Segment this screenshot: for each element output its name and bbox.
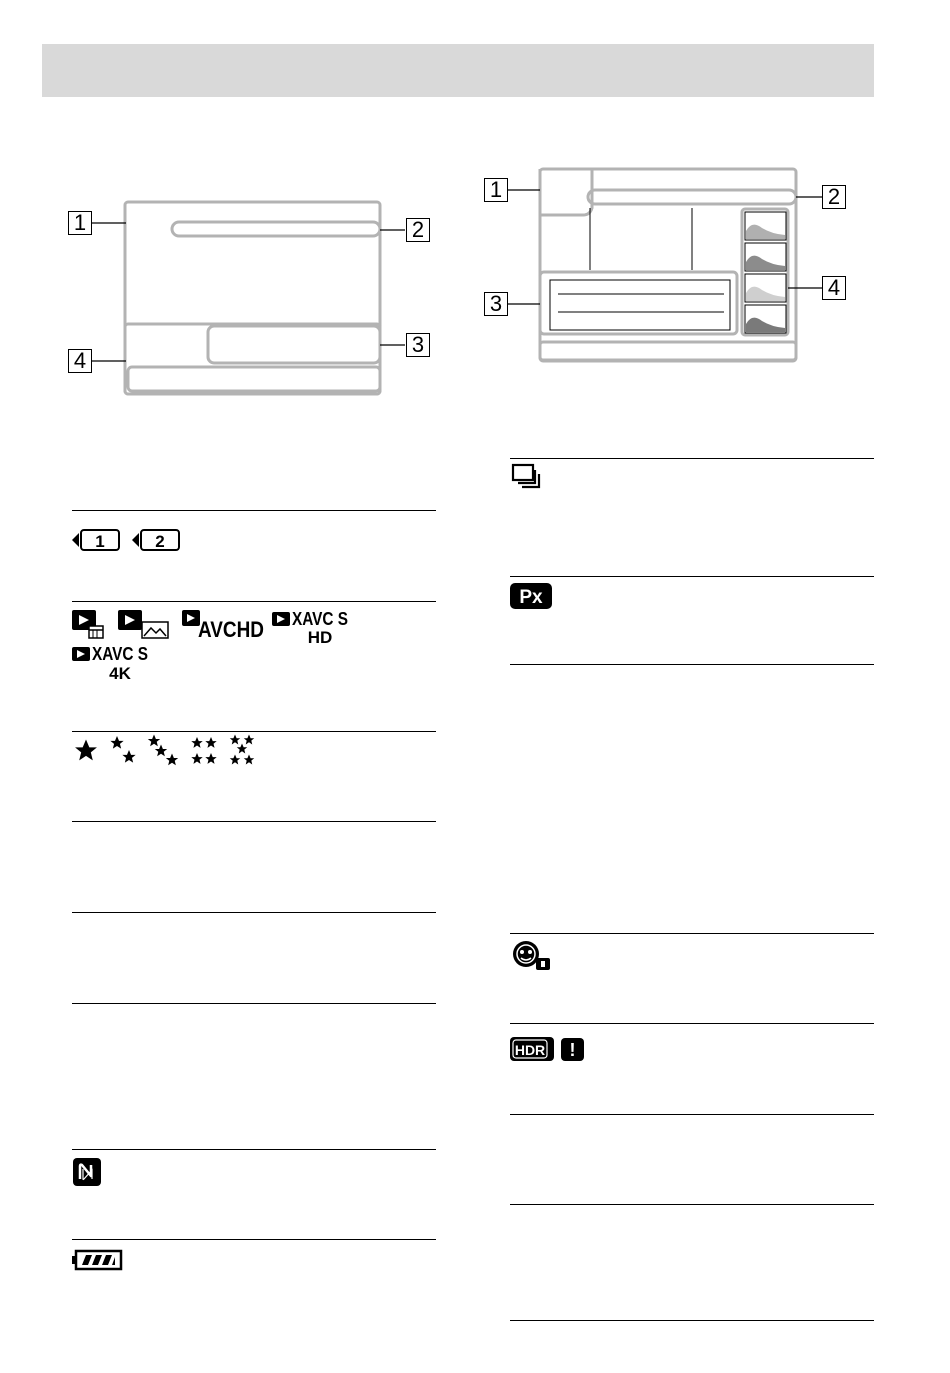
card-slot-2-icon [130, 527, 182, 553]
left-callout-3: 3 [406, 333, 430, 357]
rating-3-star-icon [148, 735, 178, 766]
left-screen-frame [60, 196, 440, 401]
rating-5-star-icon [230, 735, 254, 765]
right-screen-frame [480, 160, 860, 370]
left-rule-4 [72, 821, 436, 822]
xavcs-4k-label-line2: 4K [109, 664, 131, 683]
left-rule-1 [72, 510, 436, 511]
card-slot-1-icon [70, 527, 122, 553]
rating-4-star-icon [191, 737, 216, 764]
view-mode-xavcs-4k-icon [72, 643, 154, 683]
right-rule-6 [510, 1114, 874, 1115]
card-slot-2-label: 2 [155, 532, 165, 551]
right-rule-8 [510, 1320, 874, 1321]
left-callout-2: 2 [406, 218, 430, 242]
right-screen-diagram [480, 160, 860, 370]
right-rule-5 [510, 1023, 874, 1024]
rating-1-star-icon [75, 740, 97, 761]
left-rule-3 [72, 731, 436, 732]
right-callout-4: 4 [822, 276, 846, 300]
right-rule-4 [510, 933, 874, 934]
view-mode-still-icon [118, 610, 174, 640]
left-rule-7 [72, 1149, 436, 1150]
view-mode-avchd-icon [182, 608, 266, 640]
right-callout-1: 1 [484, 178, 508, 202]
face-detection-icon [510, 938, 552, 972]
right-rule-1 [510, 458, 874, 459]
xavcs-hd-label-line1: XAVC S [292, 609, 348, 629]
right-callout-3: 3 [484, 292, 508, 316]
group-display-icon [512, 464, 544, 490]
right-rule-3 [510, 664, 874, 665]
left-rule-6 [72, 1003, 436, 1004]
xavcs-4k-label-line1: XAVC S [92, 644, 148, 664]
left-callout-1: 1 [68, 211, 92, 235]
left-rule-5 [72, 912, 436, 913]
right-callout-2: 2 [822, 185, 846, 209]
view-mode-date-icon [72, 610, 108, 640]
nfc-icon [72, 1157, 102, 1187]
avchd-label: AVCHD [198, 617, 264, 642]
card-slot-1-label: 1 [95, 532, 105, 551]
left-rule-8 [72, 1239, 436, 1240]
right-rule-2 [510, 576, 874, 577]
battery-icon [72, 1248, 124, 1272]
hdr-icon [509, 1036, 557, 1066]
rating-2-star-icon [110, 736, 135, 763]
left-callout-4: 4 [68, 349, 92, 373]
px-label: Px [519, 587, 543, 608]
left-rule-2 [72, 601, 436, 602]
rating-stars-icons [72, 733, 272, 769]
hdr-label: HDR [514, 1042, 546, 1058]
hdr-warning-icon [560, 1037, 586, 1063]
left-screen-diagram [60, 196, 440, 401]
xavcs-hd-label-line2: HD [307, 628, 333, 647]
header-band [42, 44, 874, 97]
right-rule-7 [510, 1204, 874, 1205]
warning-label: ! [569, 1040, 576, 1060]
px-icon [510, 583, 554, 611]
view-mode-xavcs-hd-icon [272, 606, 354, 646]
